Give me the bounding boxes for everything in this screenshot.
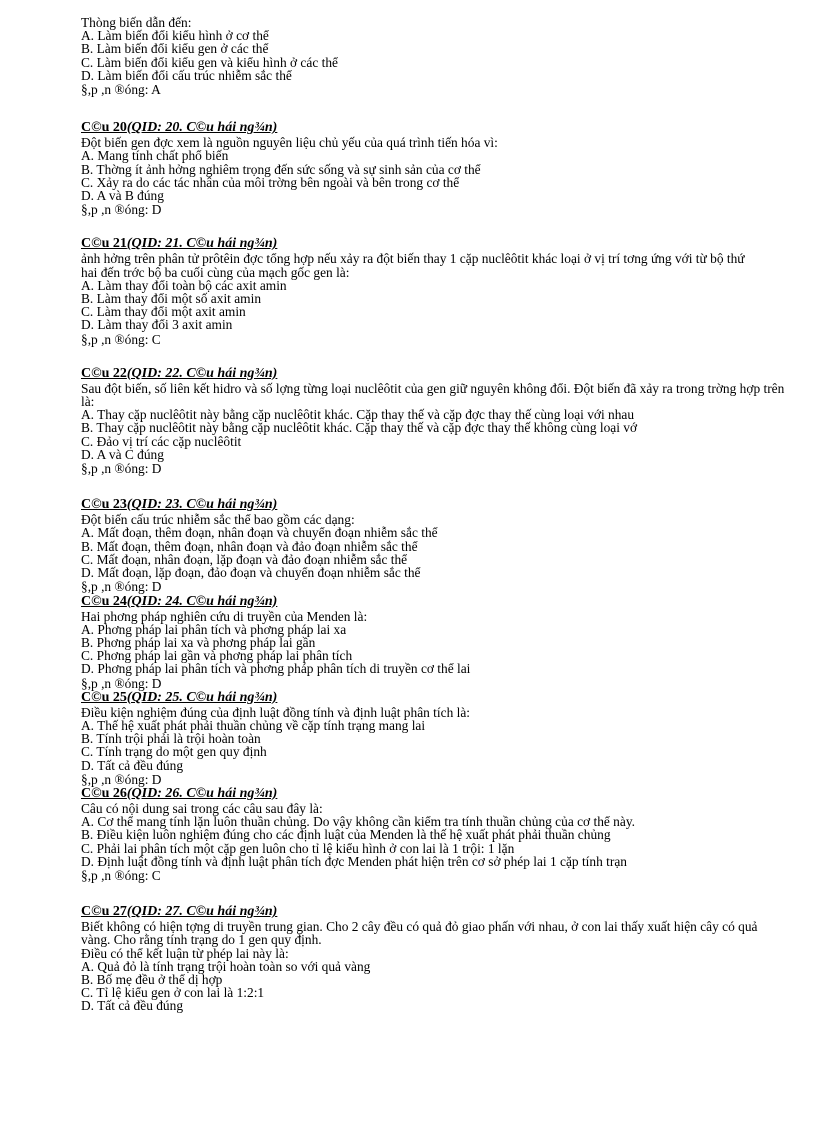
question-block-23: [81, 497, 796, 593]
question-meta: (QID: 23. C©u hái ng¾n): [126, 497, 278, 513]
option-d: D. Tất cả đều đúng: [81, 998, 184, 1014]
question-stem: Câu có nội dung sai trong các câu sau đây là:: [81, 800, 323, 816]
option-a: A. Thay cặp nuclêôtit này bằng cặp nuclêôtit khác. Cặp thay thế và cặp đợc thay thế cùng loại với nhau: [81, 407, 635, 423]
option-d: D. Định luật đồng tính và định luật phân tích đợc Menden phát hiện trên cơ sở phép lai 1 cặp tính trạn: [81, 853, 627, 869]
question-meta: (QID: 25. C©u hái ng¾n): [126, 689, 278, 705]
option-c: C. Tính trạng do một gen quy định: [81, 744, 267, 760]
option-b: B. Thay cặp nuclêôtit này bằng cặp nuclêôtit khác. Cặp thay thế và cặp đợc thay thế không cùng loại vớ: [81, 420, 638, 436]
option-d: D. A và C đúng: [81, 446, 164, 462]
question-meta: (QID: 20. C©u hái ng¾n): [126, 120, 278, 136]
question-number: C©u 24: [81, 593, 127, 609]
answer-line: §,p ,n ®óng: D: [81, 579, 162, 595]
option-a: A. Cơ thể mang tính lặn luôn thuần chủng. Do vậy không cần kiểm tra tính thuần chủng của cơ thể này.: [81, 814, 635, 830]
question-number: C©u 20: [81, 120, 127, 136]
option-c: C. Phải lai phân tích một cặp gen luôn cho tỉ lệ kiểu hình ở con lai là 1 trội: 1 lặn: [81, 840, 515, 856]
question-number: C©u 26: [81, 785, 127, 801]
question-heading: [81, 236, 796, 252]
question-heading: [81, 786, 796, 802]
answer-line: §,p ,n ®óng: D: [81, 461, 162, 477]
question-meta: (QID: 21. C©u hái ng¾n): [126, 236, 278, 252]
option-d: D. Tất cả đều đúng: [81, 757, 184, 773]
question-block-24: [81, 594, 796, 690]
option-a: A. Làm thay đổi toàn bộ các axit amin: [81, 277, 287, 293]
question-number: C©u 23: [81, 497, 127, 513]
question-block-27: [81, 904, 796, 1012]
question-stem: Đột biến cấu trúc nhiễm sắc thể bao gồm các dạng:: [81, 512, 355, 528]
option-b: B. Thờng ít ảnh hởng nghiêm trọng đến sức sống và sự sinh sản của cơ thể: [81, 161, 481, 177]
question-stem-continued: Điều có thể kết luận từ phép lai này là:: [81, 945, 289, 961]
question-block-26: [81, 786, 796, 882]
question-number: C©u 25: [81, 689, 127, 705]
question-stem: ảnh hởng trên phân tử prôtêin đợc tổng hợp nếu xảy ra đột biến thay 1 cặp nuclêôtit khác loại ở vị trí tơng ứng với từ bộ thứ hai đến trớc bộ ba cuối cùng của mạch gốc gen là:: [81, 251, 745, 280]
option-d: D. Làm thay đổi 3 axit amin: [81, 317, 233, 333]
question-block-25: [81, 690, 796, 786]
option-a: A. Mất đoạn, thêm đoạn, nhân đoạn và chuyển đoạn nhiễm sắc thể: [81, 525, 438, 541]
answer-line: §,p ,n ®óng: D: [81, 675, 162, 691]
question-stem: Hai phơng pháp nghiên cứu di truyền của Menden là:: [81, 608, 368, 624]
option-b: B. Làm biến đổi kiểu gen ở các thể: [81, 41, 269, 57]
option-b: B. Tính trội phải là trội hoàn toàn: [81, 731, 261, 747]
option-c: C. Tỉ lệ kiểu gen ở con lai là 1:2:1: [81, 985, 265, 1001]
option-b: B. Làm thay đổi một số axit amin: [81, 291, 262, 307]
question-heading: [81, 497, 796, 513]
question-meta: (QID: 22. C©u hái ng¾n): [126, 365, 278, 381]
question-block-intro: [81, 16, 796, 96]
option-d: D. Làm biến đổi cấu trúc nhiễm sắc thể: [81, 67, 292, 83]
option-b: B. Phơng pháp lai xa và phơng pháp lai gần: [81, 634, 316, 650]
question-heading: [81, 690, 796, 706]
option-c: C. Mất đoạn, nhân đoạn, lặp đoạn và đảo đoạn nhiễm sắc thể: [81, 551, 408, 567]
answer-line: §,p ,n ®óng: D: [81, 771, 162, 787]
answer-line: §,p ,n ®óng: D: [81, 202, 162, 218]
option-a: A. Phơng pháp lai phân tích và phơng pháp lai xa: [81, 621, 347, 637]
document-page: [81, 16, 796, 1013]
question-number: C©u 22: [81, 365, 127, 381]
question-heading: [81, 366, 796, 382]
option-c: C. Làm biến đổi kiểu gen và kiểu hình ở các thể: [81, 54, 338, 70]
answer-line: §,p ,n ®óng: A: [81, 82, 161, 98]
question-heading: [81, 120, 796, 136]
question-stem: Thòng biến dẫn đến:: [81, 15, 192, 30]
question-block-20: [81, 120, 796, 216]
option-c: C. Xảy ra do các tác nhân của môi trờng bên ngoài và bên trong cơ thể: [81, 174, 460, 190]
question-block-21: [81, 236, 796, 345]
question-meta: (QID: 24. C©u hái ng¾n): [126, 593, 278, 609]
question-stem: Sau đột biến, số liên kết hidro và số lợng từng loại nuclêôtit của gen giữ nguyên không đổi. Đột biến đã xảy ra trong trờng hợp trên là:: [81, 380, 785, 410]
question-number: C©u 21: [81, 236, 127, 252]
option-d: D. Phơng pháp lai phân tích và phơng pháp phân tích di truyền cơ thể lai: [81, 661, 471, 677]
option-b: B. Điều kiện luôn nghiệm đúng cho các định luật của Menden là thế hệ xuất phát phải thuần chủng: [81, 827, 611, 843]
question-block-22: [81, 366, 796, 475]
question-number: C©u 27: [81, 904, 127, 920]
answer-line: §,p ,n ®óng: C: [81, 867, 161, 883]
option-a: A. Quả đỏ là tính trạng trội hoàn toàn so với quả vàng: [81, 958, 371, 974]
option-c: C. Đảo vị trí các cặp nuclêôtit: [81, 433, 242, 449]
question-stem: Biết không có hiện tợng di truyền trung gian. Cho 2 cây đều có quả đỏ giao phấn với nhau, ở con lai thấy xuất hiện cây có quả vàng. Cho rằng tính trạng do 1 gen quy định.: [81, 919, 758, 948]
option-a: A. Thế hệ xuất phát phải thuần chủng về cặp tính trạng mang lai: [81, 717, 426, 733]
answer-line: §,p ,n ®óng: C: [81, 331, 161, 347]
option-b: B. Bố mẹ đều ở thể dị hợp: [81, 971, 223, 987]
question-meta: (QID: 27. C©u hái ng¾n): [126, 904, 278, 920]
option-d: D. Mất đoạn, lặp đoạn, đảo đoạn và chuyển đoạn nhiễm sắc thể: [81, 565, 421, 581]
option-c: C. Phơng pháp lai gần và phơng pháp lai phân tích: [81, 648, 353, 664]
question-stem: Điều kiện nghiệm đúng của định luật đồng tính và định luật phân tích là:: [81, 704, 470, 720]
option-d: D. A và B đúng: [81, 188, 164, 204]
question-meta: (QID: 26. C©u hái ng¾n): [126, 785, 278, 801]
question-heading: [81, 594, 796, 610]
question-stem: Đột biến gen đợc xem là nguồn nguyên liệu chủ yếu của quá trình tiến hóa vì:: [81, 135, 498, 151]
option-c: C. Làm thay đổi một axit amin: [81, 304, 246, 320]
option-a: A. Làm biến đổi kiểu hình ở cơ thể: [81, 28, 269, 44]
question-heading: [81, 904, 796, 920]
option-a: A. Mang tính chất phổ biến: [81, 148, 229, 164]
option-b: B. Mất đoạn, thêm đoạn, nhân đoạn và đảo đoạn nhiễm sắc thể: [81, 538, 418, 554]
